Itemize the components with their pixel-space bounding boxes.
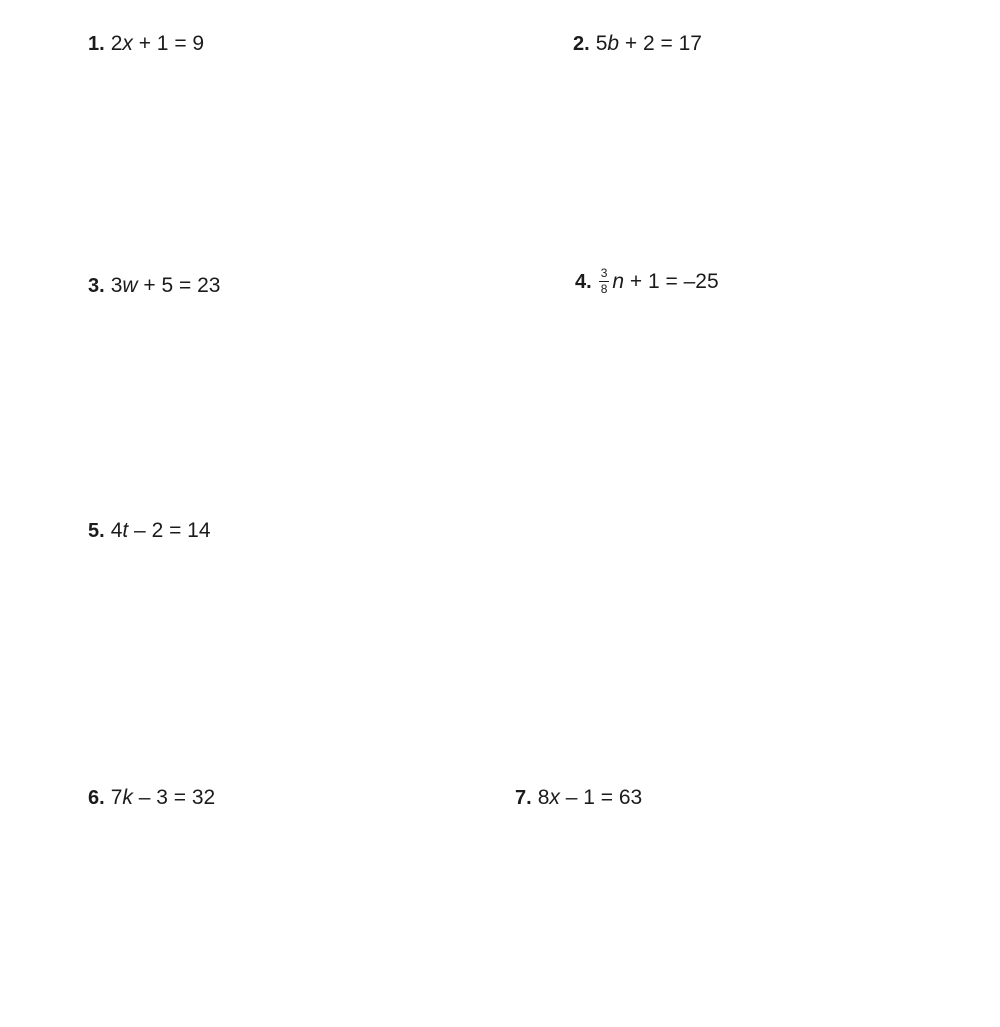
problem-item — [88, 787, 215, 808]
problem-equation: 2x + 1 = 9 — [110, 32, 205, 55]
problem-equation: 3w + 5 = 23 — [110, 274, 221, 297]
problem-number: 5. — [88, 520, 105, 542]
problem-item — [515, 787, 642, 808]
problem-item — [88, 33, 204, 54]
problem-number: 4. — [575, 270, 592, 293]
problem-number: 6. — [88, 787, 105, 809]
problem-number: 3. — [88, 275, 105, 297]
problem-item — [88, 520, 211, 541]
fraction — [599, 267, 610, 295]
problem-equation: 5b + 2 = 17 — [595, 32, 702, 55]
problem-equation: $\frac{3}{8}$ n + 1 = –25 — [600, 266, 719, 296]
problem-item — [575, 268, 719, 296]
fraction-denominator: 8 — [600, 281, 608, 296]
problem-equation: 8x – 1 = 63 — [537, 786, 643, 809]
problem-equation: 4t – 2 = 14 — [110, 519, 211, 542]
problem-item — [88, 275, 220, 296]
fraction-numerator: 3 — [600, 266, 608, 280]
problem-number: 2. — [573, 33, 590, 55]
problem-item — [573, 33, 702, 54]
problem-number: 1. — [88, 33, 105, 55]
problem-number: 7. — [515, 787, 532, 809]
problem-equation: 7k – 3 = 32 — [110, 786, 216, 809]
